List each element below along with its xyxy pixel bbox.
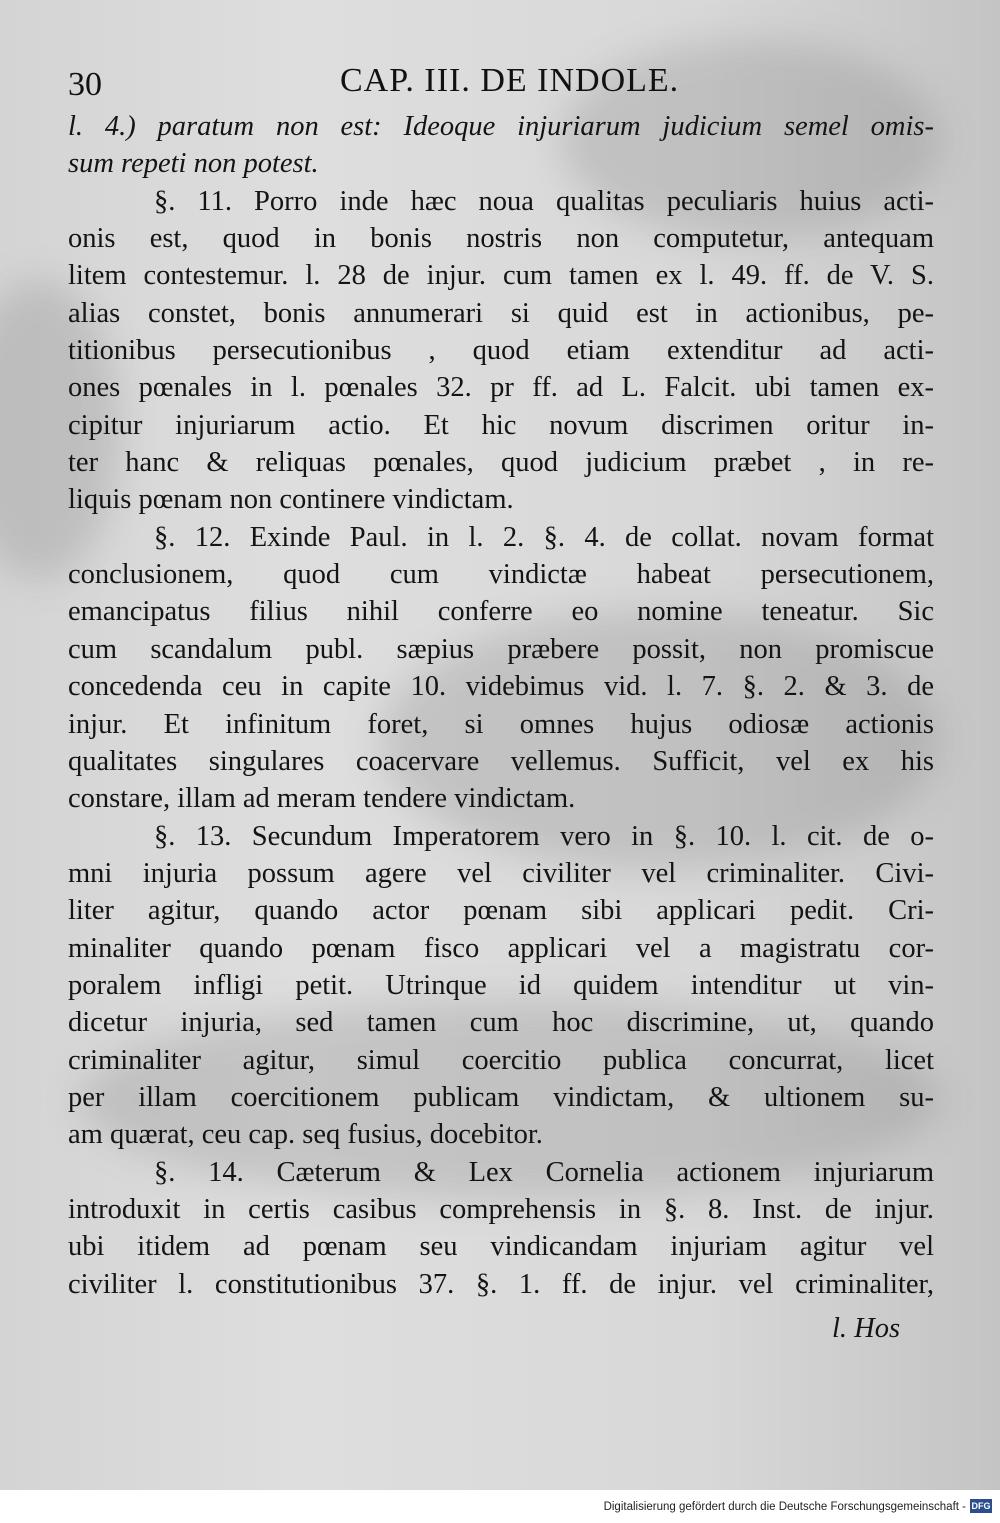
text-line: ubi itidem ad pœnam seu vindicandam injuriam agitur vel	[68, 1231, 934, 1263]
catchword: l. Hos	[832, 1313, 901, 1344]
text-line: l. 4.) paratum non est: Ideoque injuriarum judicium semel omis-	[68, 111, 934, 142]
text-line: cipitur injuriarum actio. Et hic novum discrimen oritur in-	[68, 409, 934, 441]
paragraph-13-start: §. 13. Secundum Imperatorem vero in §. 10. l. cit. de o-	[154, 820, 934, 852]
text-line: titionibus persecutionibus , quod etiam extenditur ad acti-	[68, 335, 934, 367]
text-line: am quærat, ceu cap. seq fusius, docebitor.	[68, 1119, 543, 1151]
text-line: criminaliter agitur, simul coercitio publica concurrat, licet	[68, 1044, 934, 1076]
text-line: concedenda ceu in capite 10. videbimus vid. l. 7. §. 2. & 3. de	[68, 671, 934, 703]
page-header	[68, 56, 938, 106]
text-line: dicetur injuria, sed tamen cum hoc discrimine, ut, quando	[68, 1007, 934, 1039]
text-line: minaliter quando pœnam fisco applicari vel a magistratu cor-	[68, 932, 934, 964]
text-line: litem contestemur. l. 28 de injur. cum tamen ex l. 49. ff. de V. S.	[68, 260, 934, 292]
text-line: conclusionem, quod cum vindictæ habeat persecutionem,	[68, 559, 934, 591]
paragraph-12-start: §. 12. Exinde Paul. in l. 2. §. 4. de collat. novam format	[154, 521, 934, 553]
body-text	[68, 108, 934, 1303]
page-number: 30	[68, 66, 102, 103]
text-line: poralem infligi petit. Utrinque id quidem intenditur ut vin-	[68, 969, 934, 1001]
text-line: constare, illam ad meram tendere vindictam.	[68, 783, 576, 815]
text-line: mni injuria possum agere vel civiliter vel criminaliter. Civi-	[68, 857, 934, 889]
text-line: introduxit in certis casibus comprehensis in §. 8. Inst. de injur.	[68, 1193, 934, 1225]
dfg-logo-icon: DFG	[971, 1501, 991, 1511]
text-line: alias constet, bonis annumerari si quid est in actionibus, pe-	[68, 297, 934, 329]
paragraph-14-start: §. 14. Cæterum & Lex Cornelia actionem injuriarum	[154, 1156, 934, 1188]
running-head: CAP. III. DE INDOLE.	[340, 62, 680, 99]
text-line: injur. Et infinitum foret, si omnes hujus odiosæ actionis	[68, 708, 934, 740]
text-line: ter hanc & reliquas pœnales, quod judicium præbet , in re-	[68, 447, 934, 479]
text-line: qualitates singulares coacervare vellemus. Sufficit, vel ex his	[68, 745, 934, 777]
text-line: civiliter l. constitutionibus 37. §. 1. ff. de injur. vel criminaliter,	[68, 1268, 934, 1300]
text-line: ones pœnales in l. pœnales 32. pr ff. ad L. Falcit. ubi tamen ex-	[68, 372, 934, 404]
text-line: onis est, quod in bonis nostris non computetur, antequam	[68, 223, 934, 255]
paragraph-11-start: §. 11. Porro inde hæc noua qualitas peculiaris huius acti-	[154, 185, 934, 217]
text-line: cum scandalum publ. sæpius præbere possit, non promiscue	[68, 633, 934, 665]
text-line: emancipatus filius nihil conferre eo nomine teneatur. Sic	[68, 596, 934, 628]
text-line: liter agitur, quando actor pœnam sibi applicari pedit. Cri-	[68, 895, 934, 927]
text-line: liquis pœnam non continere vindictam.	[68, 484, 514, 516]
text-line: sum repeti non potest.	[68, 148, 319, 180]
text-line: per illam coercitionem publicam vindictam, & ultionem su-	[68, 1081, 934, 1113]
footer-bar	[0, 1490, 1000, 1523]
footer-credit: Digitalisierung gefördert durch die Deutsche Forschungsgemeinschaft -	[603, 1501, 966, 1513]
